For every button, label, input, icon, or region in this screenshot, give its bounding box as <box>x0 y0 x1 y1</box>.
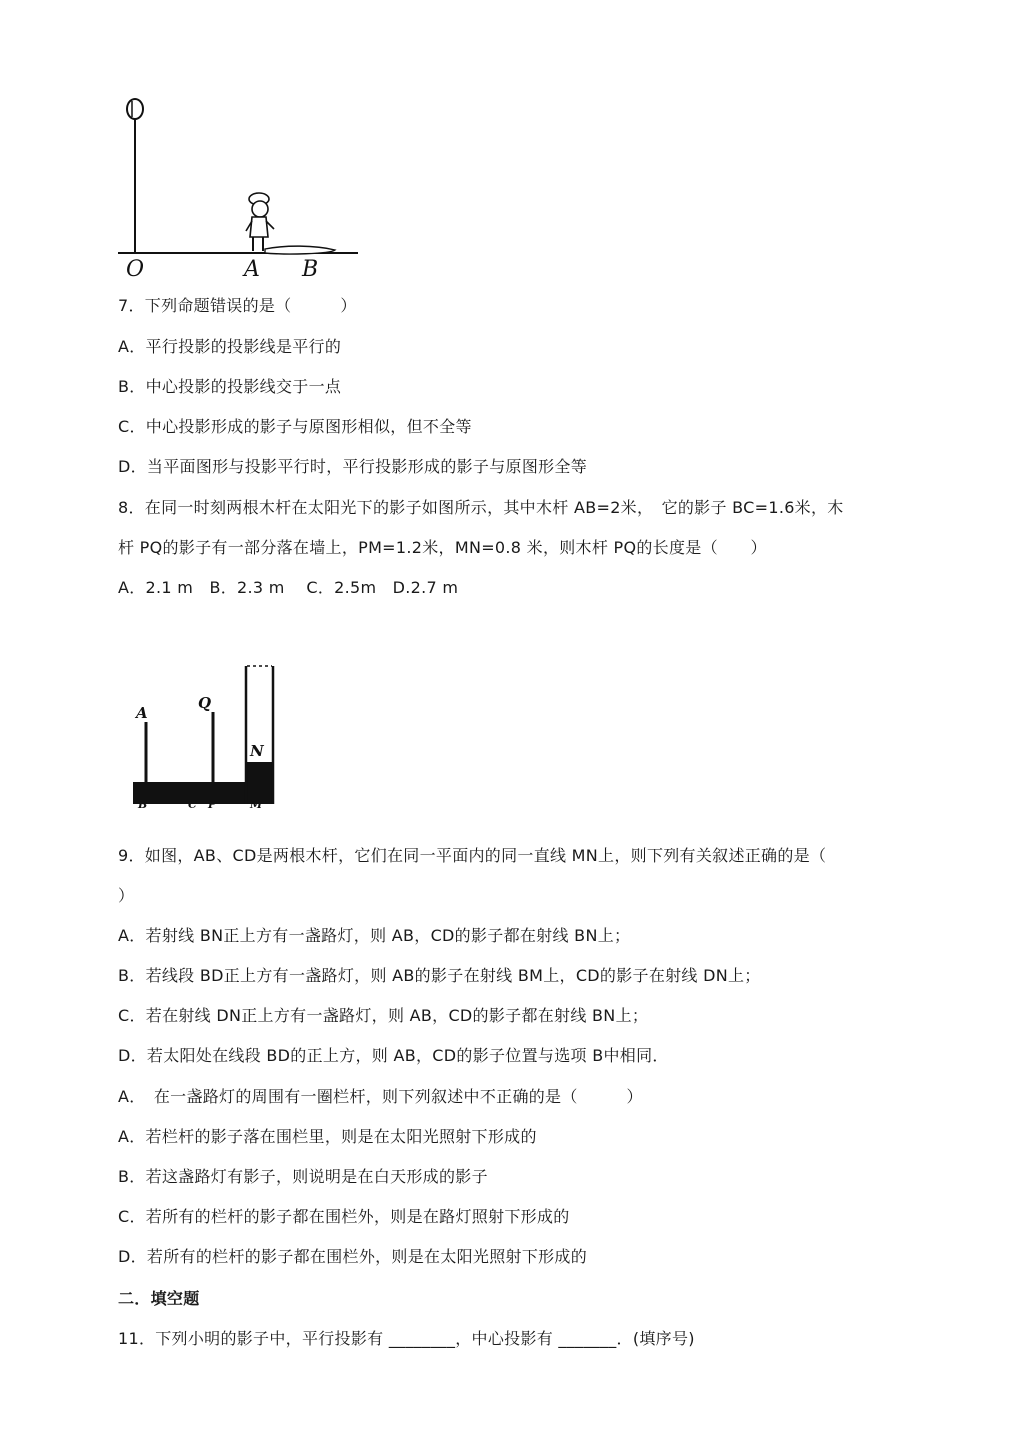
q10-option-b: B．若这盏路灯有影子，则说明是在白天形成的影子 <box>118 1167 488 1186</box>
point-label-a: A <box>244 257 260 282</box>
figure-lamp-person <box>110 95 370 290</box>
q9-option-a: A．若射线 BN正上方有一盏路灯，则 AB，CD的影子都在射线 BN上； <box>118 926 631 945</box>
point-label-b: B <box>302 257 319 282</box>
q11-stem: 11．下列小明的影子中，平行投影有 ________，中心投影有 _______．(填序号) <box>118 1329 695 1348</box>
lamp-icon <box>127 99 143 119</box>
q7-option-c: C．中心投影形成的影子与原图形相似，但不全等 <box>118 417 472 436</box>
figure-poles-wall <box>128 660 288 810</box>
point-label-n: N <box>250 742 264 760</box>
q8-stem-line1: 8．在同一时刻两根木杆在太阳光下的影子如图所示，其中木杆 AB=2米， 它的影子 BC=1.6米，木 <box>118 498 844 517</box>
q8-stem-line2: 杆 PQ的影子有一部分落在墙上，PM=1.2米，MN=0.8 米，则木杆 PQ的长度是（ ） <box>118 538 767 557</box>
point-label-a: A <box>136 704 148 722</box>
person-figure <box>246 193 274 251</box>
point-label-p: P <box>208 798 217 811</box>
point-label-c: C <box>188 798 197 811</box>
q7-option-a: A．平行投影的投影线是平行的 <box>118 337 342 356</box>
q9-option-d: D．若太阳处在线段 BD的正上方，则 AB，CD的影子位置与选项 B中相同． <box>118 1046 669 1065</box>
q9-option-c: C．若在射线 DN正上方有一盏路灯，则 AB，CD的影子都在射线 BN上； <box>118 1006 649 1025</box>
q9-option-b: B．若线段 BD正上方有一盏路灯，则 AB的影子在射线 BM上，CD的影子在射线 DN上； <box>118 966 761 985</box>
section-title-fill-blank: 二．填空题 <box>118 1289 200 1308</box>
lamp-person-diagram <box>110 95 370 290</box>
q7-option-b: B．中心投影的投影线交于一点 <box>118 377 342 396</box>
q10-stem: A． 在一盏路灯的周围有一圈栏杆，则下列叙述中不正确的是（ ） <box>118 1087 643 1106</box>
q9-stem-line1: 9．如图，AB、CD是两根木杆，它们在同一平面内的同一直线 MN上，则下列有关叙述正确的是（ <box>118 846 827 865</box>
poles-wall-diagram <box>128 660 288 810</box>
point-label-b: B <box>138 798 148 811</box>
point-label-o: O <box>126 257 145 282</box>
q7-option-d: D．当平面图形与投影平行时，平行投影形成的影子与原图形全等 <box>118 457 588 476</box>
person-shadow <box>265 246 335 254</box>
point-label-m: M <box>250 798 263 811</box>
q8-options: A．2.1 m B．2.3 m C．2.5m D.2.7 m <box>118 578 459 597</box>
q7-stem: 7．下列命题错误的是（ ） <box>118 296 357 315</box>
q10-option-d: D．若所有的栏杆的影子都在围栏外，则是在太阳光照射下形成的 <box>118 1247 588 1266</box>
point-label-q: Q <box>198 694 212 712</box>
q10-option-a: A．若栏杆的影子落在围栏里，则是在太阳光照射下形成的 <box>118 1127 537 1146</box>
q9-stem-line2: ） <box>118 886 135 905</box>
q10-option-c: C．若所有的栏杆的影子都在围栏外，则是在路灯照射下形成的 <box>118 1207 570 1226</box>
